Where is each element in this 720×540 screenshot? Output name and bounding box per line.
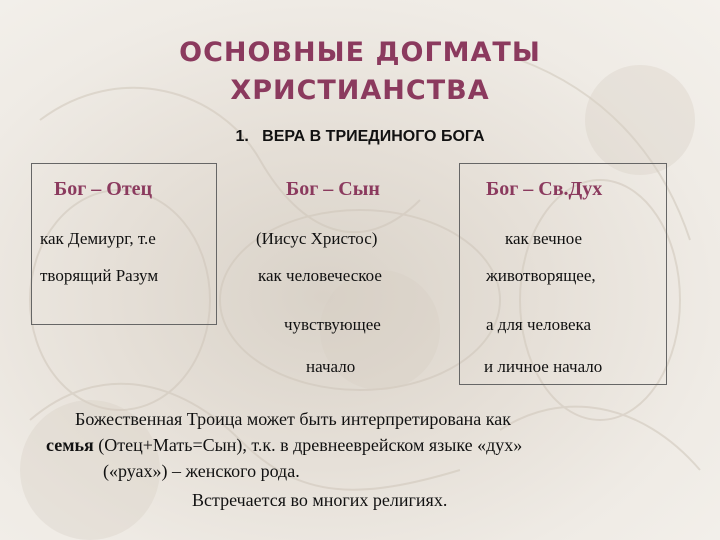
paragraph-line-3: («руах») – женского рода.: [103, 461, 300, 481]
holy-spirit-heading: Бог – Св.Дух: [486, 178, 603, 200]
holy-spirit-line-1: как вечное: [505, 229, 583, 248]
title-line-2: ХРИСТИАНСТВА: [230, 75, 490, 106]
title-line-1: ОСНОВНЫЕ ДОГМАТЫ: [179, 37, 541, 68]
son-heading: Бог – Сын: [286, 178, 380, 200]
son-line-2: как человеческое: [258, 266, 382, 285]
holy-spirit-line-4: и личное начало: [484, 357, 603, 376]
paragraph-line-4: Встречается во многих религиях.: [192, 490, 448, 510]
son-line-3: чувствующее: [284, 315, 381, 334]
holy-spirit-line-3: а для человека: [486, 315, 592, 334]
paragraph-line-1: Божественная Троица может быть интерпретирована как: [75, 409, 512, 429]
father-line-1: как Демиург, т.е: [40, 229, 156, 248]
son-line-1: (Иисус Христос): [256, 229, 378, 248]
holy-spirit-line-2: животворящее,: [486, 266, 596, 285]
family-term: семья: [46, 435, 94, 455]
father-heading: Бог – Отец: [54, 178, 153, 200]
father-line-2: творящий Разум: [40, 266, 159, 285]
section-subtitle: 1. ВЕРА В ТРИЕДИНОГО БОГА: [235, 128, 485, 145]
page-title: [0, 34, 720, 110]
paragraph-line-2: [46, 435, 522, 456]
son-line-4: начало: [306, 357, 356, 376]
paragraph-line-2-rest: (Отец+Мать=Сын), т.к. в древнееврейском языке «дух»: [93, 435, 523, 455]
